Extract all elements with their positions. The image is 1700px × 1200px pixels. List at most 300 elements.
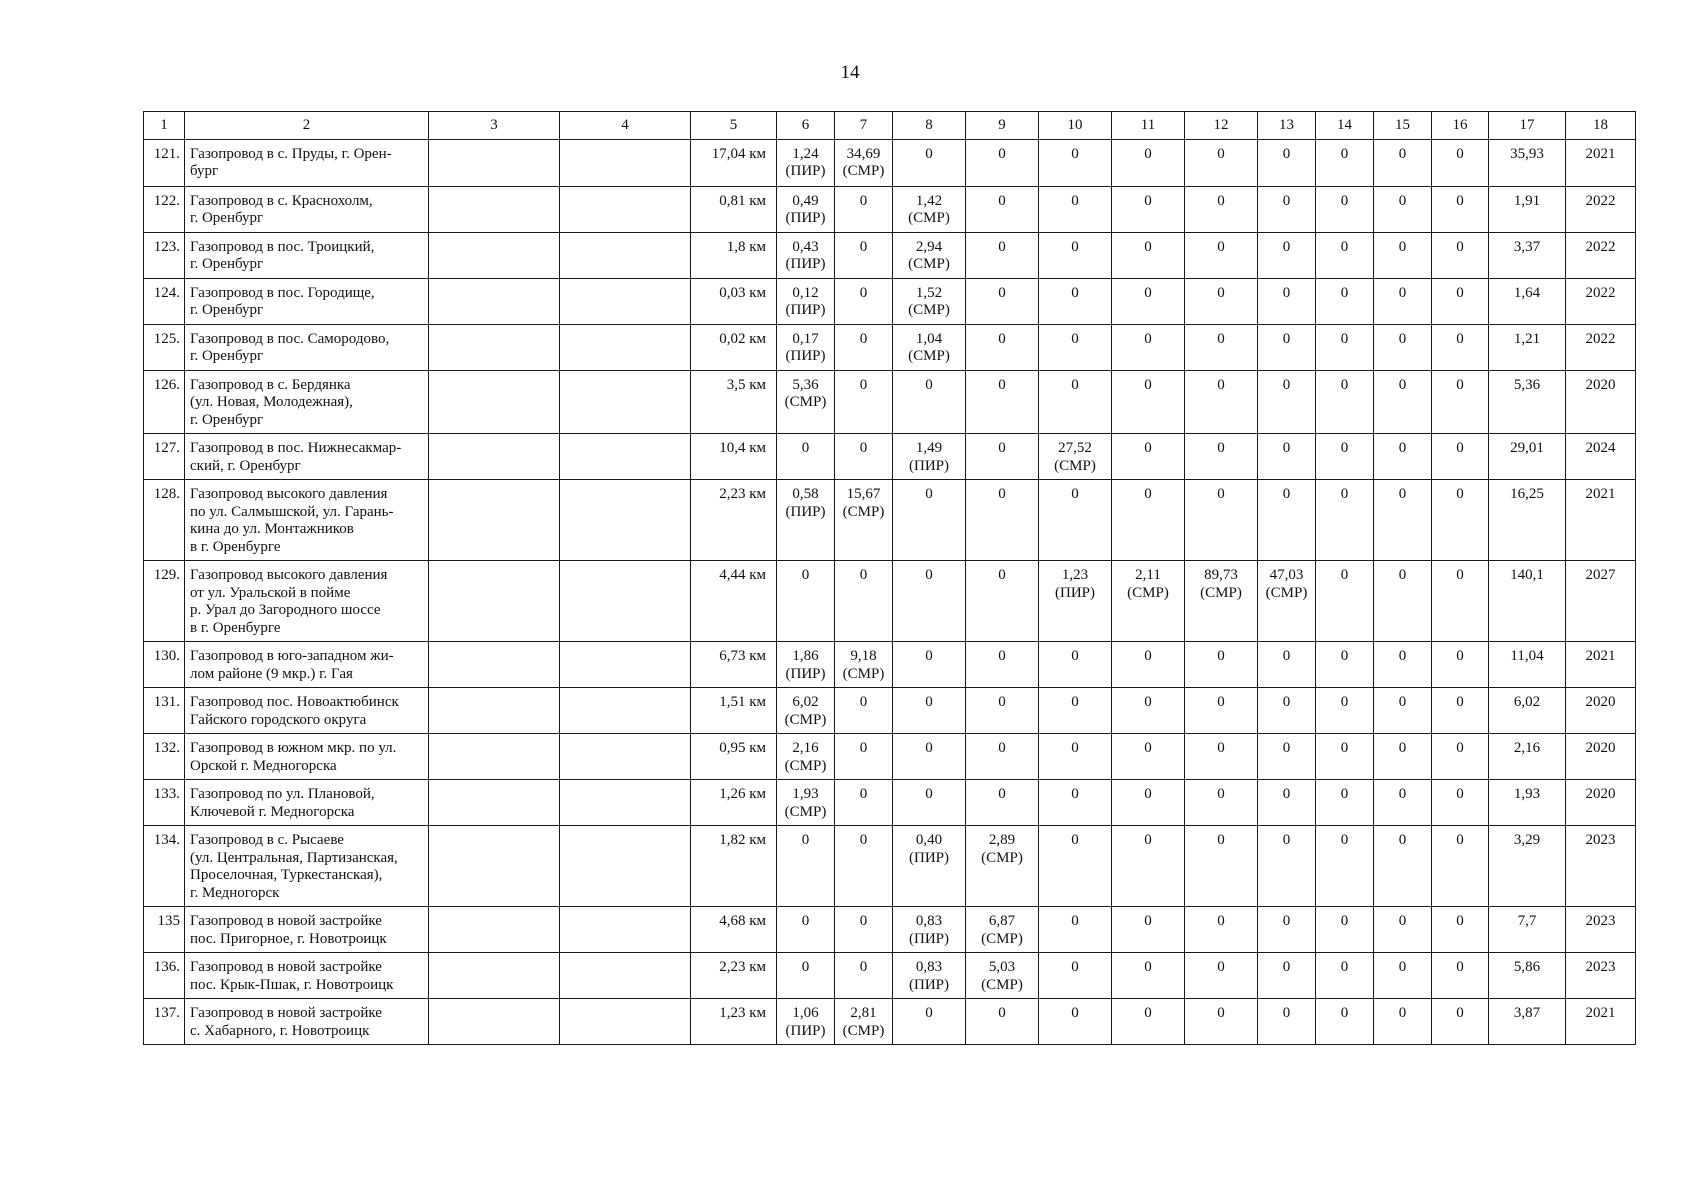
column-15-cell: 0	[1374, 907, 1432, 953]
column-13-cell: 0	[1258, 324, 1316, 370]
column-7-cell: 0	[835, 780, 893, 826]
column-12-cell: 0	[1185, 370, 1258, 434]
column-3-cell	[429, 999, 560, 1045]
column-3-cell	[429, 780, 560, 826]
year-cell: 2024	[1566, 434, 1636, 480]
column-9-cell: 0	[966, 780, 1039, 826]
column-6-cell: 0,58 (ПИР)	[777, 480, 835, 561]
column-3-cell	[429, 480, 560, 561]
column-10-cell: 27,52 (СМР)	[1039, 434, 1112, 480]
table-row	[144, 907, 1636, 953]
column-13-cell: 0	[1258, 232, 1316, 278]
column-header-16: 16	[1432, 112, 1489, 140]
column-7-cell: 15,67 (СМР)	[835, 480, 893, 561]
length-cell: 6,73 км	[691, 642, 777, 688]
column-14-cell: 0	[1316, 780, 1374, 826]
column-9-cell: 0	[966, 561, 1039, 642]
column-4-cell	[560, 480, 691, 561]
column-3-cell	[429, 953, 560, 999]
column-15-cell: 0	[1374, 688, 1432, 734]
year-cell: 2022	[1566, 186, 1636, 232]
column-9-cell: 0	[966, 278, 1039, 324]
column-7-cell: 0	[835, 434, 893, 480]
column-3-cell	[429, 370, 560, 434]
length-cell: 0,81 км	[691, 186, 777, 232]
column-header-3: 3	[429, 112, 560, 140]
object-name: Газопровод в новой застройке пос. Пригорное, г. Новотроицк	[185, 907, 429, 953]
column-6-cell: 0	[777, 434, 835, 480]
column-11-cell: 0	[1112, 370, 1185, 434]
column-3-cell	[429, 734, 560, 780]
total-cell: 29,01	[1489, 434, 1566, 480]
column-9-cell: 0	[966, 642, 1039, 688]
length-cell: 4,44 км	[691, 561, 777, 642]
column-9-cell: 2,89 (СМР)	[966, 826, 1039, 907]
column-8-cell: 0	[893, 370, 966, 434]
column-11-cell: 0	[1112, 324, 1185, 370]
year-cell: 2022	[1566, 278, 1636, 324]
column-12-cell: 0	[1185, 826, 1258, 907]
column-16-cell: 0	[1432, 953, 1489, 999]
length-cell: 0,03 км	[691, 278, 777, 324]
column-4-cell	[560, 780, 691, 826]
length-cell: 10,4 км	[691, 434, 777, 480]
column-16-cell: 0	[1432, 278, 1489, 324]
column-6-cell: 0,49 (ПИР)	[777, 186, 835, 232]
column-13-cell: 0	[1258, 139, 1316, 186]
column-7-cell: 0	[835, 734, 893, 780]
column-15-cell: 0	[1374, 480, 1432, 561]
object-name: Газопровод в пос. Нижнесакмар- ский, г. Оренбург	[185, 434, 429, 480]
column-13-cell: 0	[1258, 780, 1316, 826]
column-11-cell: 0	[1112, 642, 1185, 688]
column-4-cell	[560, 324, 691, 370]
table-row	[144, 734, 1636, 780]
column-12-cell: 0	[1185, 688, 1258, 734]
column-16-cell: 0	[1432, 826, 1489, 907]
column-15-cell: 0	[1374, 139, 1432, 186]
column-13-cell: 0	[1258, 434, 1316, 480]
column-13-cell: 0	[1258, 278, 1316, 324]
table-row	[144, 953, 1636, 999]
row-number: 131.	[144, 688, 185, 734]
column-header-13: 13	[1258, 112, 1316, 140]
column-3-cell	[429, 688, 560, 734]
length-cell: 3,5 км	[691, 370, 777, 434]
length-cell: 2,23 км	[691, 480, 777, 561]
column-12-cell: 0	[1185, 734, 1258, 780]
column-15-cell: 0	[1374, 734, 1432, 780]
column-11-cell: 0	[1112, 186, 1185, 232]
column-15-cell: 0	[1374, 186, 1432, 232]
column-6-cell: 1,06 (ПИР)	[777, 999, 835, 1045]
column-16-cell: 0	[1432, 734, 1489, 780]
column-16-cell: 0	[1432, 907, 1489, 953]
column-16-cell: 0	[1432, 999, 1489, 1045]
column-8-cell: 0	[893, 139, 966, 186]
column-7-cell: 0	[835, 907, 893, 953]
column-9-cell: 0	[966, 688, 1039, 734]
column-8-cell: 0	[893, 561, 966, 642]
object-name: Газопровод в с. Рысаеве (ул. Центральная, Партизанская, Проселочная, Туркестанская), г. Медногорск	[185, 826, 429, 907]
column-6-cell: 1,86 (ПИР)	[777, 642, 835, 688]
column-4-cell	[560, 999, 691, 1045]
column-12-cell: 0	[1185, 278, 1258, 324]
column-8-cell: 0	[893, 734, 966, 780]
column-12-cell: 0	[1185, 186, 1258, 232]
column-12-cell: 0	[1185, 953, 1258, 999]
column-14-cell: 0	[1316, 688, 1374, 734]
year-cell: 2020	[1566, 734, 1636, 780]
column-10-cell: 0	[1039, 907, 1112, 953]
total-cell: 3,37	[1489, 232, 1566, 278]
column-9-cell: 0	[966, 186, 1039, 232]
column-header-7: 7	[835, 112, 893, 140]
column-7-cell: 0	[835, 561, 893, 642]
column-4-cell	[560, 642, 691, 688]
length-cell: 1,51 км	[691, 688, 777, 734]
column-4-cell	[560, 688, 691, 734]
object-name: Газопровод в новой застройке с. Хабарного, г. Новотроицк	[185, 999, 429, 1045]
column-11-cell: 0	[1112, 780, 1185, 826]
total-cell: 5,36	[1489, 370, 1566, 434]
total-cell: 3,29	[1489, 826, 1566, 907]
total-cell: 3,87	[1489, 999, 1566, 1045]
column-12-cell: 0	[1185, 480, 1258, 561]
column-11-cell: 0	[1112, 232, 1185, 278]
column-header-11: 11	[1112, 112, 1185, 140]
year-cell: 2021	[1566, 480, 1636, 561]
total-cell: 35,93	[1489, 139, 1566, 186]
column-8-cell: 0,83 (ПИР)	[893, 953, 966, 999]
table-row	[144, 434, 1636, 480]
year-cell: 2022	[1566, 232, 1636, 278]
header-row	[144, 112, 1636, 140]
year-cell: 2021	[1566, 642, 1636, 688]
year-cell: 2022	[1566, 324, 1636, 370]
column-16-cell: 0	[1432, 186, 1489, 232]
column-8-cell: 0	[893, 780, 966, 826]
column-15-cell: 0	[1374, 278, 1432, 324]
column-6-cell: 0,43 (ПИР)	[777, 232, 835, 278]
object-name: Газопровод в с. Краснохолм, г. Оренбург	[185, 186, 429, 232]
column-8-cell: 0	[893, 480, 966, 561]
object-name: Газопровод в с. Пруды, г. Орен- бург	[185, 139, 429, 186]
row-number: 123.	[144, 232, 185, 278]
column-15-cell: 0	[1374, 780, 1432, 826]
column-7-cell: 0	[835, 186, 893, 232]
column-10-cell: 0	[1039, 953, 1112, 999]
length-cell: 1,23 км	[691, 999, 777, 1045]
column-15-cell: 0	[1374, 324, 1432, 370]
column-14-cell: 0	[1316, 561, 1374, 642]
length-cell: 0,95 км	[691, 734, 777, 780]
column-11-cell: 0	[1112, 139, 1185, 186]
length-cell: 1,82 км	[691, 826, 777, 907]
column-3-cell	[429, 642, 560, 688]
object-name: Газопровод по ул. Плановой, Ключевой г. Медногорска	[185, 780, 429, 826]
column-10-cell: 0	[1039, 139, 1112, 186]
row-number: 137.	[144, 999, 185, 1045]
total-cell: 140,1	[1489, 561, 1566, 642]
row-number: 127.	[144, 434, 185, 480]
column-11-cell: 0	[1112, 434, 1185, 480]
table-body	[144, 139, 1636, 1045]
column-9-cell: 0	[966, 480, 1039, 561]
column-9-cell: 6,87 (СМР)	[966, 907, 1039, 953]
object-name: Газопровод в пос. Самородово, г. Оренбург	[185, 324, 429, 370]
column-4-cell	[560, 139, 691, 186]
column-15-cell: 0	[1374, 561, 1432, 642]
column-16-cell: 0	[1432, 232, 1489, 278]
column-14-cell: 0	[1316, 642, 1374, 688]
column-9-cell: 0	[966, 139, 1039, 186]
column-3-cell	[429, 278, 560, 324]
column-7-cell: 0	[835, 324, 893, 370]
row-number: 126.	[144, 370, 185, 434]
row-number: 130.	[144, 642, 185, 688]
column-10-cell: 0	[1039, 999, 1112, 1045]
column-16-cell: 0	[1432, 780, 1489, 826]
page-number: 14	[840, 62, 860, 83]
column-13-cell: 47,03 (СМР)	[1258, 561, 1316, 642]
column-6-cell: 2,16 (СМР)	[777, 734, 835, 780]
column-6-cell: 6,02 (СМР)	[777, 688, 835, 734]
column-13-cell: 0	[1258, 907, 1316, 953]
column-13-cell: 0	[1258, 999, 1316, 1045]
column-3-cell	[429, 139, 560, 186]
column-11-cell: 0	[1112, 826, 1185, 907]
table-row	[144, 324, 1636, 370]
column-header-14: 14	[1316, 112, 1374, 140]
total-cell: 1,64	[1489, 278, 1566, 324]
column-4-cell	[560, 232, 691, 278]
year-cell: 2020	[1566, 780, 1636, 826]
table-row	[144, 186, 1636, 232]
column-14-cell: 0	[1316, 480, 1374, 561]
column-3-cell	[429, 324, 560, 370]
row-number: 129.	[144, 561, 185, 642]
row-number: 133.	[144, 780, 185, 826]
column-10-cell: 0	[1039, 232, 1112, 278]
column-8-cell: 1,49 (ПИР)	[893, 434, 966, 480]
total-cell: 2,16	[1489, 734, 1566, 780]
column-13-cell: 0	[1258, 953, 1316, 999]
table-header	[144, 112, 1636, 140]
column-16-cell: 0	[1432, 642, 1489, 688]
column-10-cell: 0	[1039, 186, 1112, 232]
column-4-cell	[560, 734, 691, 780]
table-row	[144, 370, 1636, 434]
total-cell: 1,93	[1489, 780, 1566, 826]
column-14-cell: 0	[1316, 278, 1374, 324]
column-header-10: 10	[1039, 112, 1112, 140]
column-9-cell: 0	[966, 434, 1039, 480]
column-13-cell: 0	[1258, 688, 1316, 734]
column-9-cell: 5,03 (СМР)	[966, 953, 1039, 999]
total-cell: 11,04	[1489, 642, 1566, 688]
column-6-cell: 1,93 (СМР)	[777, 780, 835, 826]
column-10-cell: 0	[1039, 370, 1112, 434]
column-12-cell: 0	[1185, 324, 1258, 370]
object-name: Газопровод в с. Бердянка (ул. Новая, Молодежная), г. Оренбург	[185, 370, 429, 434]
column-6-cell: 0	[777, 907, 835, 953]
column-4-cell	[560, 434, 691, 480]
column-15-cell: 0	[1374, 999, 1432, 1045]
column-3-cell	[429, 907, 560, 953]
column-14-cell: 0	[1316, 734, 1374, 780]
column-14-cell: 0	[1316, 139, 1374, 186]
column-14-cell: 0	[1316, 324, 1374, 370]
column-6-cell: 1,24 (ПИР)	[777, 139, 835, 186]
table-row	[144, 278, 1636, 324]
column-11-cell: 0	[1112, 907, 1185, 953]
column-10-cell: 1,23 (ПИР)	[1039, 561, 1112, 642]
row-number: 121.	[144, 139, 185, 186]
column-7-cell: 0	[835, 826, 893, 907]
column-11-cell: 0	[1112, 278, 1185, 324]
column-8-cell: 0	[893, 999, 966, 1045]
length-cell: 1,8 км	[691, 232, 777, 278]
column-8-cell: 1,42 (СМР)	[893, 186, 966, 232]
table-row	[144, 642, 1636, 688]
column-14-cell: 0	[1316, 370, 1374, 434]
total-cell: 16,25	[1489, 480, 1566, 561]
object-name: Газопровод пос. Новоактюбинск Гайского городского округа	[185, 688, 429, 734]
row-number: 124.	[144, 278, 185, 324]
year-cell: 2021	[1566, 139, 1636, 186]
column-10-cell: 0	[1039, 780, 1112, 826]
column-6-cell: 5,36 (СМР)	[777, 370, 835, 434]
column-16-cell: 0	[1432, 370, 1489, 434]
column-4-cell	[560, 826, 691, 907]
column-14-cell: 0	[1316, 907, 1374, 953]
table-row	[144, 999, 1636, 1045]
column-15-cell: 0	[1374, 434, 1432, 480]
column-6-cell: 0	[777, 826, 835, 907]
column-9-cell: 0	[966, 999, 1039, 1045]
column-header-15: 15	[1374, 112, 1432, 140]
column-10-cell: 0	[1039, 278, 1112, 324]
column-11-cell: 0	[1112, 999, 1185, 1045]
year-cell: 2023	[1566, 907, 1636, 953]
column-7-cell: 0	[835, 953, 893, 999]
column-8-cell: 1,04 (СМР)	[893, 324, 966, 370]
column-11-cell: 2,11 (СМР)	[1112, 561, 1185, 642]
column-3-cell	[429, 826, 560, 907]
column-12-cell: 0	[1185, 907, 1258, 953]
column-3-cell	[429, 561, 560, 642]
column-7-cell: 34,69 (СМР)	[835, 139, 893, 186]
column-14-cell: 0	[1316, 232, 1374, 278]
table-row	[144, 232, 1636, 278]
column-11-cell: 0	[1112, 734, 1185, 780]
column-16-cell: 0	[1432, 561, 1489, 642]
column-13-cell: 0	[1258, 826, 1316, 907]
column-14-cell: 0	[1316, 999, 1374, 1045]
table-row	[144, 826, 1636, 907]
total-cell: 1,91	[1489, 186, 1566, 232]
total-cell: 1,21	[1489, 324, 1566, 370]
column-7-cell: 9,18 (СМР)	[835, 642, 893, 688]
row-number: 136.	[144, 953, 185, 999]
column-14-cell: 0	[1316, 434, 1374, 480]
column-11-cell: 0	[1112, 688, 1185, 734]
column-16-cell: 0	[1432, 434, 1489, 480]
column-header-17: 17	[1489, 112, 1566, 140]
length-cell: 17,04 км	[691, 139, 777, 186]
year-cell: 2027	[1566, 561, 1636, 642]
column-header-4: 4	[560, 112, 691, 140]
row-number: 135	[144, 907, 185, 953]
column-9-cell: 0	[966, 370, 1039, 434]
column-4-cell	[560, 186, 691, 232]
table-row	[144, 561, 1636, 642]
column-12-cell: 0	[1185, 780, 1258, 826]
column-11-cell: 0	[1112, 953, 1185, 999]
column-header-1: 1	[144, 112, 185, 140]
column-8-cell: 0	[893, 642, 966, 688]
column-10-cell: 0	[1039, 480, 1112, 561]
column-15-cell: 0	[1374, 370, 1432, 434]
column-12-cell: 0	[1185, 232, 1258, 278]
column-4-cell	[560, 561, 691, 642]
length-cell: 4,68 км	[691, 907, 777, 953]
column-8-cell: 0	[893, 688, 966, 734]
column-10-cell: 0	[1039, 324, 1112, 370]
object-name: Газопровод в новой застройке пос. Крык-Пшак, г. Новотроицк	[185, 953, 429, 999]
column-7-cell: 2,81 (СМР)	[835, 999, 893, 1045]
table-row	[144, 688, 1636, 734]
column-3-cell	[429, 232, 560, 278]
column-16-cell: 0	[1432, 688, 1489, 734]
column-9-cell: 0	[966, 232, 1039, 278]
total-cell: 5,86	[1489, 953, 1566, 999]
column-4-cell	[560, 907, 691, 953]
object-name: Газопровод в южном мкр. по ул. Орской г. Медногорска	[185, 734, 429, 780]
total-cell: 6,02	[1489, 688, 1566, 734]
gas-pipeline-table	[143, 111, 1636, 1045]
object-name: Газопровод в пос. Троицкий, г. Оренбург	[185, 232, 429, 278]
column-13-cell: 0	[1258, 480, 1316, 561]
column-header-2: 2	[185, 112, 429, 140]
column-10-cell: 0	[1039, 688, 1112, 734]
table-row	[144, 139, 1636, 186]
column-16-cell: 0	[1432, 480, 1489, 561]
length-cell: 2,23 км	[691, 953, 777, 999]
length-cell: 0,02 км	[691, 324, 777, 370]
column-7-cell: 0	[835, 688, 893, 734]
column-6-cell: 0	[777, 561, 835, 642]
year-cell: 2021	[1566, 999, 1636, 1045]
column-header-18: 18	[1566, 112, 1636, 140]
column-3-cell	[429, 186, 560, 232]
column-11-cell: 0	[1112, 480, 1185, 561]
column-header-5: 5	[691, 112, 777, 140]
column-13-cell: 0	[1258, 642, 1316, 688]
object-name: Газопровод в пос. Городище, г. Оренбург	[185, 278, 429, 324]
column-15-cell: 0	[1374, 642, 1432, 688]
column-15-cell: 0	[1374, 953, 1432, 999]
column-12-cell: 89,73 (СМР)	[1185, 561, 1258, 642]
column-13-cell: 0	[1258, 370, 1316, 434]
column-16-cell: 0	[1432, 324, 1489, 370]
column-8-cell: 1,52 (СМР)	[893, 278, 966, 324]
column-8-cell: 0,83 (ПИР)	[893, 907, 966, 953]
column-7-cell: 0	[835, 232, 893, 278]
length-cell: 1,26 км	[691, 780, 777, 826]
column-header-12: 12	[1185, 112, 1258, 140]
